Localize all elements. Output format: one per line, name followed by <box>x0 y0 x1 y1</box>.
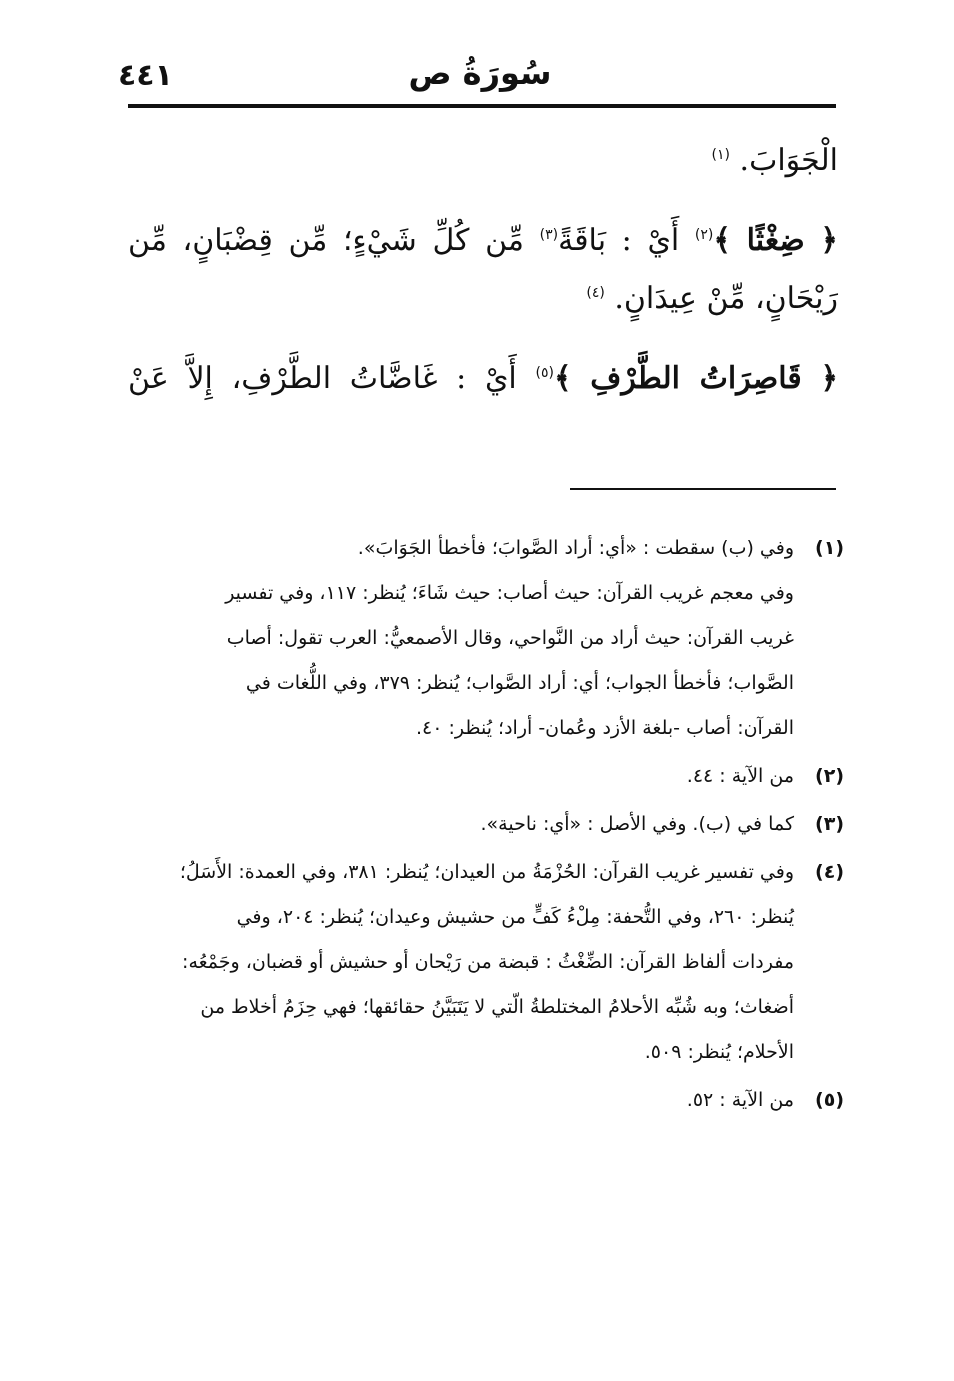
footnote-ref-5: (٥) <box>535 365 554 381</box>
footnote-line: وفي معجم غريب القرآن: حيث أصاب: حيث شَاءَ؛ يُنظر: ١١٧، وفي تفسير <box>225 582 794 604</box>
footnote-line: الأحلام؛ يُنظر: ٥٠٩. <box>644 1041 794 1063</box>
main-para-2-line-1 <box>128 212 838 270</box>
ornate-bracket-close: ﴾ <box>553 361 572 396</box>
footnote-ref-3: (٣) <box>539 227 559 243</box>
ornate-bracket-open: ﴿ <box>820 223 838 258</box>
lemma-dighthan: ضِغْثًا <box>746 223 805 258</box>
page-number: ٤٤١ <box>118 58 173 93</box>
header-rule <box>128 104 836 108</box>
gloss-d: أَيْ : غَاضَّاتُ الطَّرْفِ، إِلاَّ عَنْ <box>128 361 517 396</box>
footnote-4 <box>130 850 844 1075</box>
footnote-text: وفي تفسير غريب القرآن: الحُزْمَةُ من العيدان؛ يُنظر: ٣٨١، وفي العمدة: الأَسَلُ؛ <box>179 861 794 883</box>
footnote-number: (٤) <box>815 861 844 883</box>
footnote-ref-2: (٢) <box>694 227 714 243</box>
footnote-ref-1: (١) <box>711 147 730 163</box>
footnote-line: أضغاث؛ وبه شُبِّه الأحلامُ المختلطةُ الّتي لا يَتَبَيَّنُ حقائقها؛ فهي حِزَمُ أخلاط من <box>200 996 794 1018</box>
footnote-1 <box>130 526 844 751</box>
footnote-line: غريب القرآن: حيث أراد من النَّواحي، وقال الأصمعيُّ: العرب تقول: أصاب <box>226 627 794 649</box>
main-line-1-text: الْجَوَابَ. <box>739 143 838 178</box>
footnotes <box>130 526 844 1126</box>
lemma-qasirat: قَاصِرَاتُ الطَّرْفِ <box>590 361 802 396</box>
footnote-number: (١) <box>815 537 844 559</box>
main-para-2-line-2 <box>128 270 838 328</box>
footnote-text: من الآية : ٤٤. <box>686 765 794 787</box>
footnote-separator <box>570 488 836 490</box>
footnote-line: الصَّواب؛ فأخطأ الجواب؛ أي: أراد الصَّواب؛ يُنظر: ٣٧٩، وفي اللُّغات في <box>245 672 794 694</box>
gloss-b: مِّن كُلِّ شَيْءٍ؛ مِّن قِضْبَانٍ، مِّن <box>128 223 524 258</box>
footnote-line: مفردات ألفاظ القرآن: الضِّغْثُ : قبضة من رَيْحان أو حشيش أو قضبان، وجَمْعُه: <box>182 951 794 973</box>
footnote-text: وفي (ب) سقطت : «أي: أراد الصَّوابَ؛ فأخطأ الجَوَابَ». <box>357 537 794 559</box>
main-text <box>128 132 838 408</box>
footnote-ref-4: (٤) <box>586 285 605 301</box>
footnote-3 <box>130 802 844 847</box>
footnote-number: (٥) <box>815 1089 844 1111</box>
footnote-number: (٣) <box>815 813 844 835</box>
ornate-bracket-close: ﴾ <box>713 223 731 258</box>
main-para-3 <box>128 350 838 408</box>
gloss-c: رَيْحَانٍ، مِّنْ عِيدَانٍ. <box>614 281 838 316</box>
gloss-a: أَيْ : بَاقَةً <box>558 223 680 258</box>
footnote-text: كما في (ب). وفي الأصل : «أي: ناحية». <box>480 813 794 835</box>
main-line-1 <box>128 132 838 190</box>
footnote-text: من الآية : ٥٢. <box>686 1089 794 1111</box>
footnote-2 <box>130 754 844 799</box>
ornate-bracket-open: ﴿ <box>820 361 839 396</box>
footnote-line: يُنظر: ٢٦٠، وفي التُّحفة: مِلْءُ كَفٍّ من حشيش وعيدان؛ يُنظر: ٢٠٤، وفي <box>236 906 794 928</box>
footnote-5 <box>130 1078 844 1123</box>
footnote-line: القرآن: أصاب -بلغة الأزد وعُمان- أراد؛ يُنظر: ٤٠. <box>416 717 794 739</box>
footnote-number: (٢) <box>815 765 844 787</box>
surah-title: سُورَةُ ص <box>408 54 552 92</box>
